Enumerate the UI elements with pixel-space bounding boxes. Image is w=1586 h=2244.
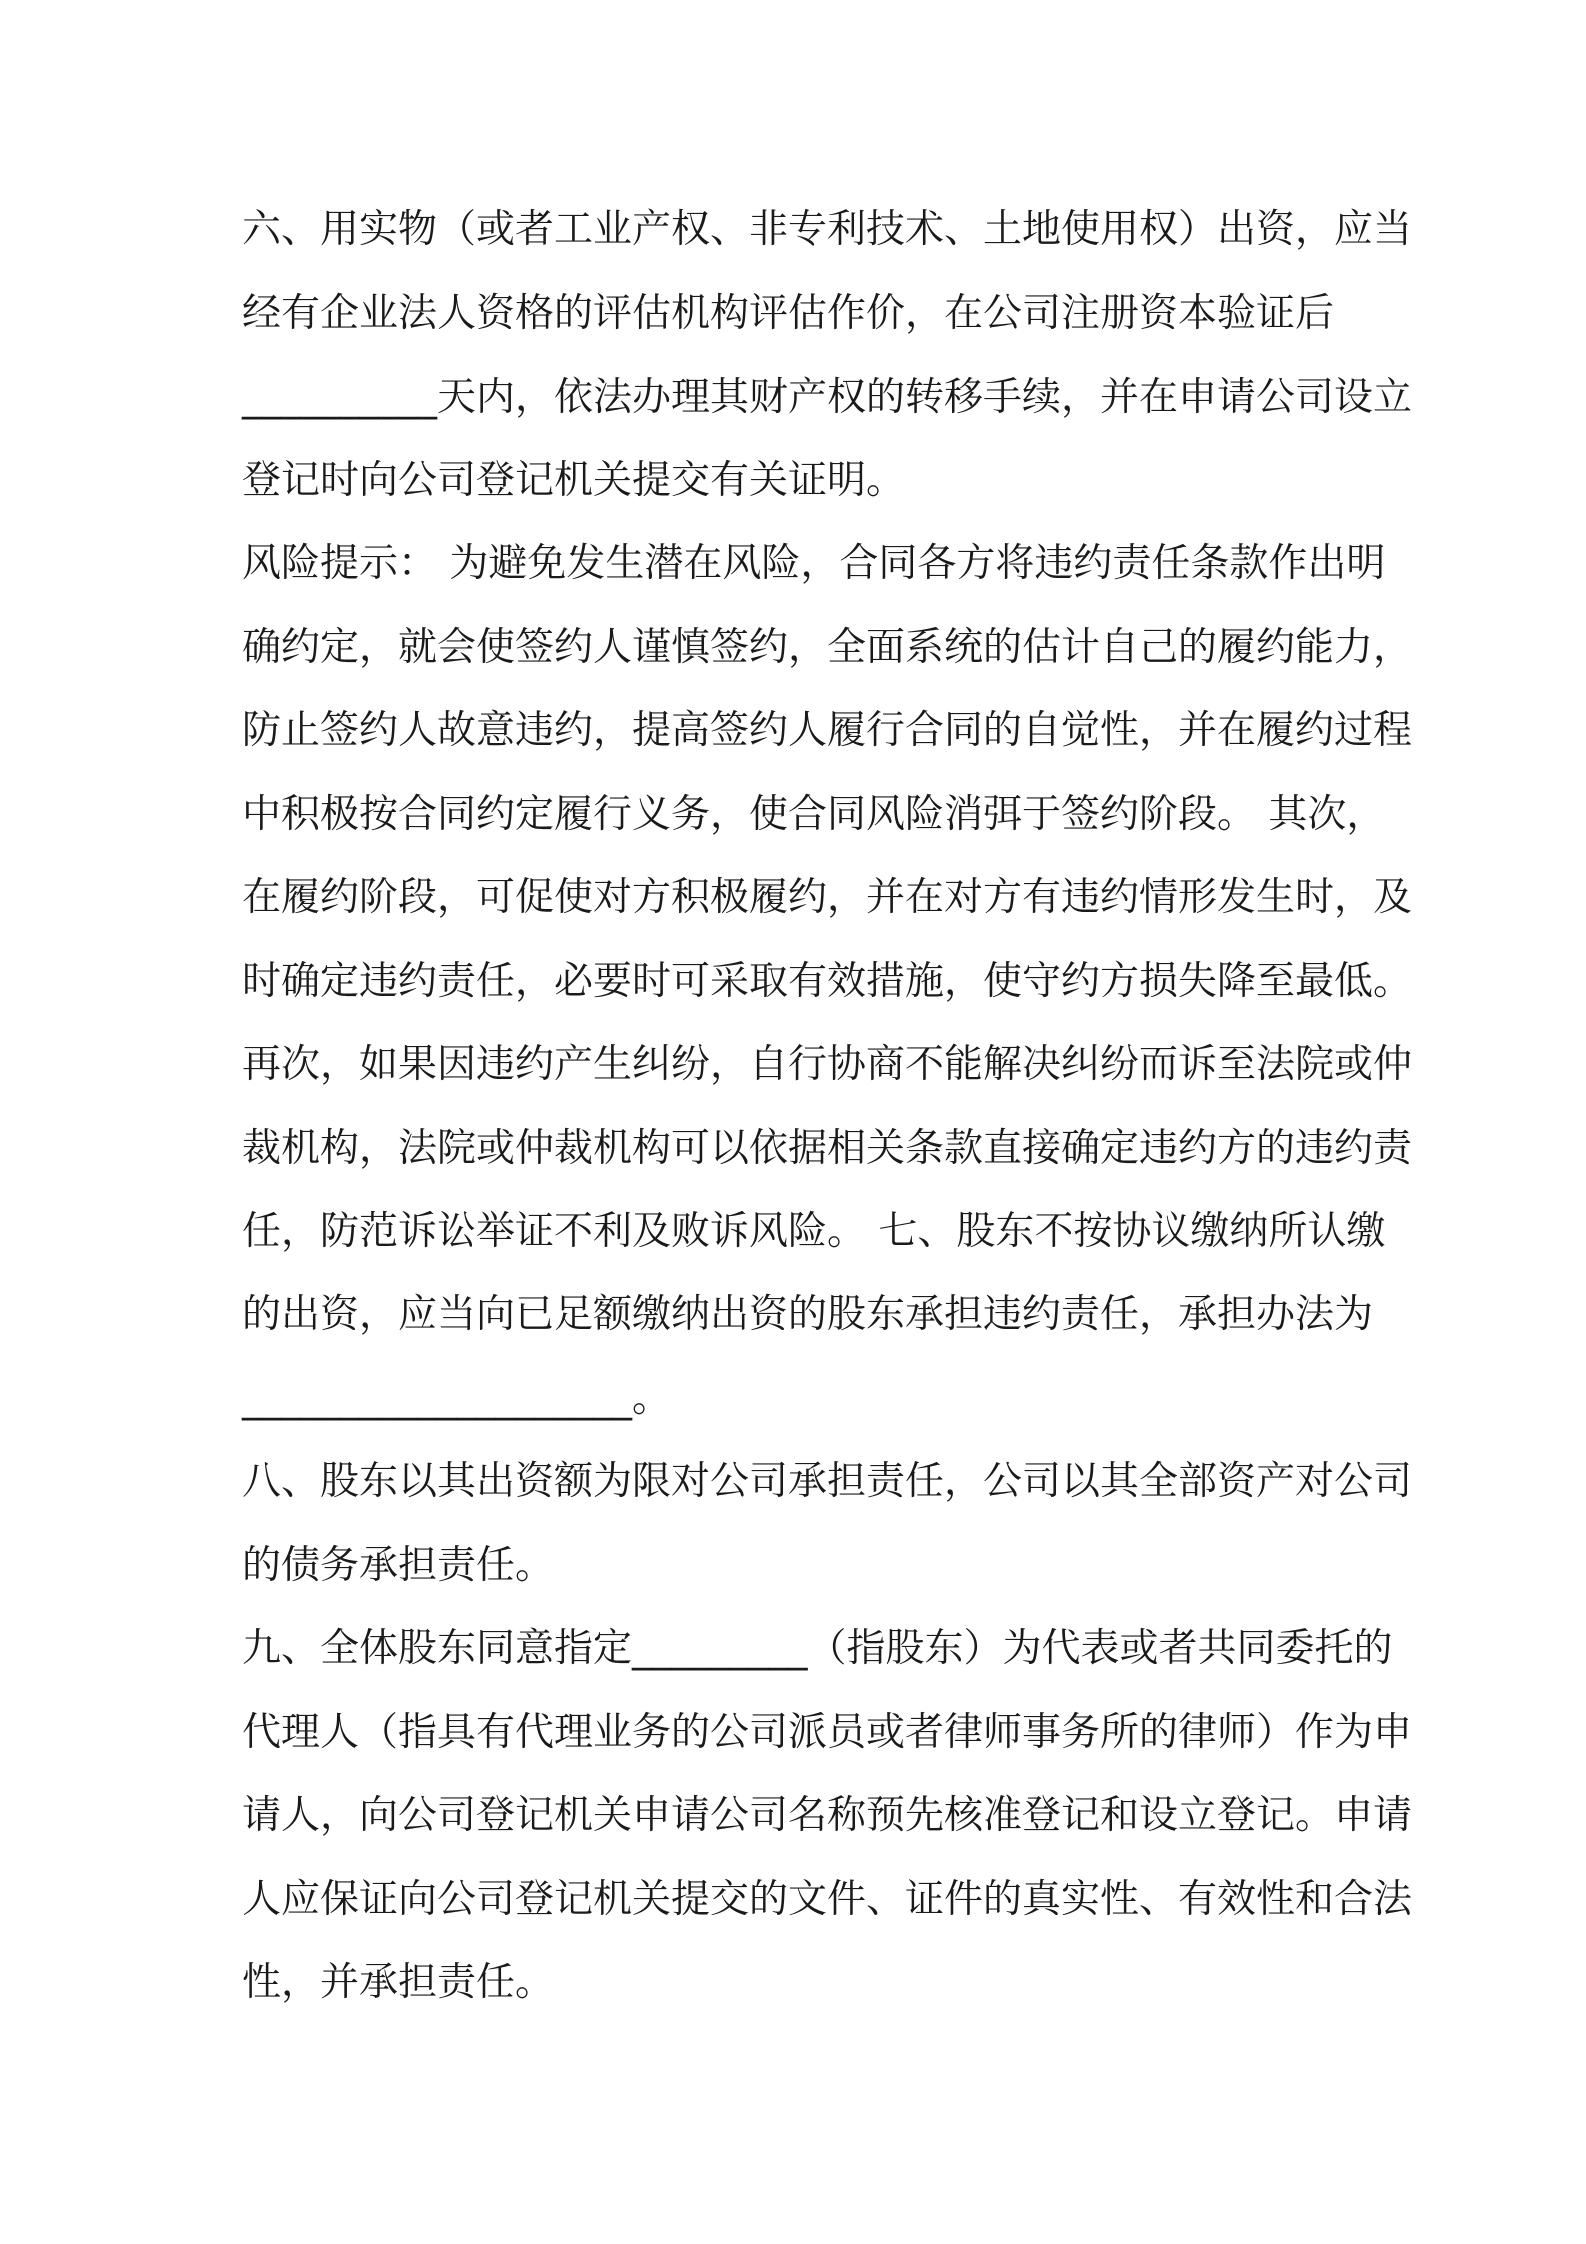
text-line: 九、全体股东同意指定_________（指股东）为代表或者共同委托的 xyxy=(242,1626,1393,1671)
text-line: 人应保证向公司登记机关提交的文件、证件的真实性、有效性和合法 xyxy=(242,1877,1413,1922)
text-line: 六、用实物（或者工业产权、非专利技术、土地使用权）出资，应当 xyxy=(242,207,1413,252)
blank-line: ____________________。 xyxy=(242,1376,672,1421)
text-line: 性，并承担责任。 xyxy=(242,1960,555,2005)
text-line: 代理人（指具有代理业务的公司派员或者律师事务所的律师）作为申 xyxy=(242,1710,1413,1755)
text-line: 时确定违约责任，必要时可采取有效措施，使守约方损失降至最低。 xyxy=(242,959,1413,1004)
text-line: 请人，向公司登记机关申请公司名称预先核准登记和设立登记。申请 xyxy=(242,1793,1413,1838)
text-line: 中积极按合同约定履行义务，使合同风险消弭于签约阶段。 其次， xyxy=(242,792,1386,837)
text-line: 再次，如果因违约产生纠纷，自行协商不能解决纠纷而诉至法院或仲 xyxy=(242,1042,1413,1087)
text-line: 八、股东以其出资额为限对公司承担责任，公司以其全部资产对公司 xyxy=(242,1459,1413,1504)
text-line: 的债务承担责任。 xyxy=(242,1543,555,1588)
risk-notice-line: 风险提示： 为避免发生潜在风险，合同各方将违约责任条款作出明 xyxy=(242,541,1386,586)
text-line: 裁机构，法院或仲裁机构可以依据相关条款直接确定违约方的违约责 xyxy=(242,1126,1413,1171)
text-line: 确约定，就会使签约人谨慎签约，全面系统的估计自己的履约能力， xyxy=(242,625,1413,670)
text-line: 登记时向公司登记机关提交有关证明。 xyxy=(242,458,906,503)
text-line: 任，防范诉讼举证不利及败诉风险。 七、股东不按协议缴纳所认缴 xyxy=(242,1209,1386,1254)
text-line: __________天内，依法办理其财产权的转移手续，并在申请公司设立 xyxy=(242,375,1413,420)
text-line: 经有企业法人资格的评估机构评估作价，在公司注册资本验证后 xyxy=(242,291,1335,336)
text-line: 在履约阶段，可促使对方积极履约，并在对方有违约情形发生时，及 xyxy=(242,875,1413,920)
text-line: 的出资，应当向已足额缴纳出资的股东承担违约责任，承担办法为 xyxy=(242,1292,1374,1337)
text-line: 防止签约人故意违约，提高签约人履行合同的自觉性，并在履约过程 xyxy=(242,708,1413,753)
